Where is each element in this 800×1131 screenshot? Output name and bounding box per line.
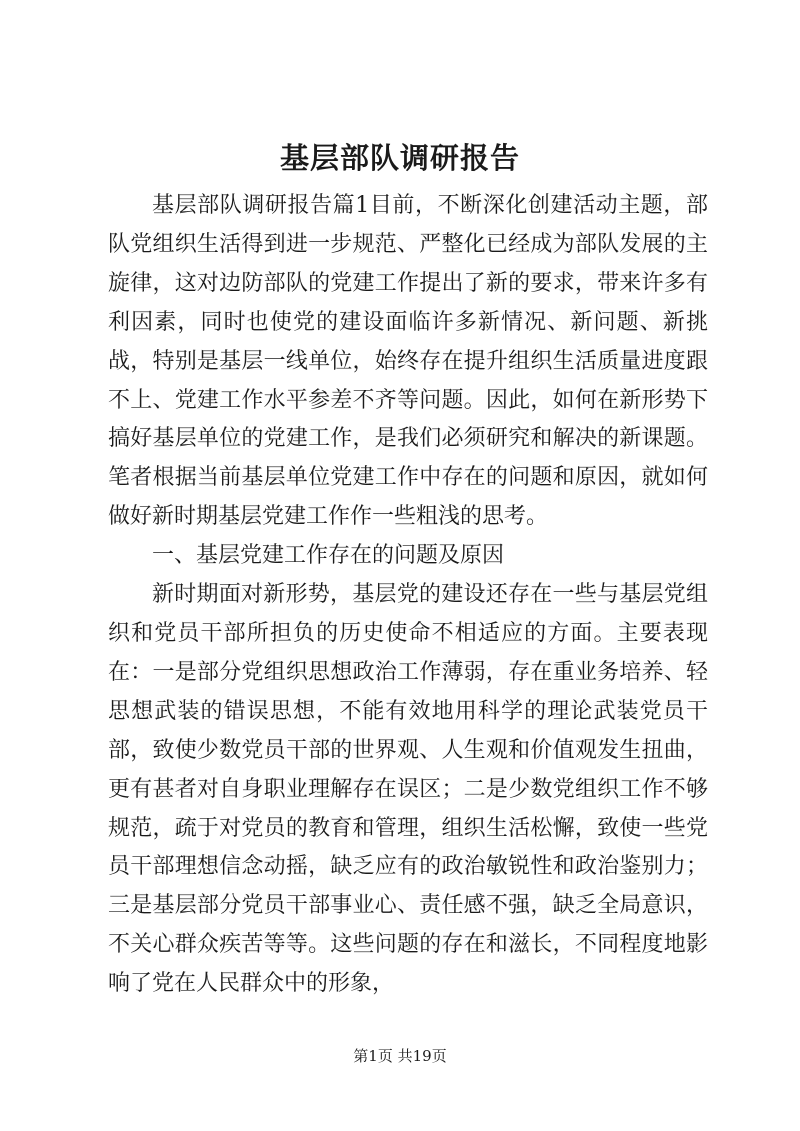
- section-heading-problems: 一、基层党建工作存在的问题及原因: [152, 543, 505, 569]
- document-title: 基层部队调研报告: [279, 141, 520, 175]
- page-footer: 第1页 共19页: [353, 1047, 447, 1065]
- paragraph-problems: 新时期面对新形势，基层党的建设还存在一些与基层党组织和党员干部所担负的历史使命不相适应的方面。主要表现在：一是部分党组织思想政治工作薄弱，存在重业务培养、轻思想武装的错误思想，不能有效地用科学的理论武装党员干部，致使少数党员干部的世界观、人生观和价值观发生扭曲，更有甚者对自身职业理解存在误区；二是少数党组织工作不够规范，疏于对党员的教育和管理，组织生活松懈，致使一些党员干部理想信念动摇，缺乏应有的政治敏锐性和政治鉴别力；三是基层部分党员干部事业心、责任感不强，缺乏全局意识，不关心群众疾苦等等。这些问题的存在和滋长，不同程度地影响了党在人民群众中的形象，: [108, 582, 708, 997]
- document-body: [108, 187, 708, 1004]
- paragraph-intro: 基层部队调研报告篇1目前，不断深化创建活动主题，部队党组织生活得到进一步规范、严整化已经成为部队发展的主旋律，这对边防部队的党建工作提出了新的要求，带来许多有利因素，同时也使党的建设面临许多新情况、新问题、新挑战，特别是基层一线单位，始终存在提升组织生活质量进度跟不上、党建工作水平参差不齐等问题。因此，如何在新形势下搞好基层单位的党建工作，是我们必须研究和解决的新课题。笔者根据当前基层单位党建工作中存在的问题和原因，就如何做好新时期基层党建工作作一些粗浅的思考。: [108, 193, 708, 530]
